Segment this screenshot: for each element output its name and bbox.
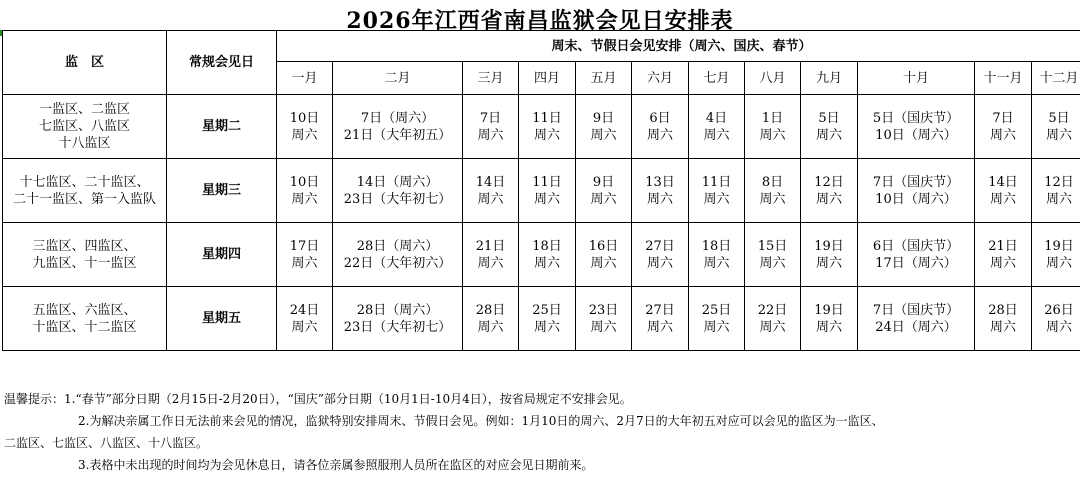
date-cell — [975, 287, 1032, 351]
date-line: 周六 — [703, 255, 730, 271]
date-cell — [975, 159, 1032, 223]
date-line: 5日（国庆节） — [872, 110, 960, 126]
date-cell — [745, 159, 801, 223]
date-line: 周六 — [703, 191, 730, 207]
date-cell — [576, 223, 632, 287]
date-line: 28日 — [988, 302, 1018, 318]
date-line: 10日 — [289, 110, 320, 126]
district-cell — [3, 95, 167, 159]
date-line: 25日 — [532, 302, 562, 318]
date-line: 周六 — [759, 319, 786, 335]
date-line: 周六 — [646, 191, 673, 207]
date-line: 7日（国庆节） — [872, 302, 960, 318]
date-line: 周六 — [646, 319, 673, 335]
date-cell — [463, 223, 519, 287]
date-line: 27日 — [645, 302, 675, 318]
date-line: 24日 — [289, 302, 320, 318]
header-month: 六月 — [632, 62, 689, 95]
date-line: 周六 — [477, 255, 504, 271]
district-line: 九监区、十一监区 — [32, 255, 137, 271]
date-line: 周六 — [1046, 319, 1073, 335]
date-line: 周六 — [477, 191, 504, 207]
date-line: 周六 — [291, 191, 318, 207]
date-line: 19日 — [814, 238, 844, 254]
date-cell — [277, 95, 333, 159]
date-cell — [689, 159, 745, 223]
date-line: 12日 — [814, 174, 844, 190]
date-line: 27日 — [645, 238, 675, 254]
date-cell — [801, 223, 858, 287]
date-line: 17日（周六） — [875, 255, 957, 271]
date-cell — [463, 159, 519, 223]
date-line: 10日（周六） — [875, 191, 957, 207]
date-line: 16日 — [588, 238, 619, 254]
date-line: 21日 — [988, 238, 1018, 254]
date-line: 周六 — [1046, 127, 1073, 143]
table-row — [3, 159, 1080, 223]
header-regular-day: 常规会见日 — [167, 31, 277, 95]
date-cell — [463, 95, 519, 159]
date-cell — [333, 223, 463, 287]
note-line-2: 2.为解决亲属工作日无法前来会见的情况，监狱特别安排周末、节假日会见。例如：1月10日的周六、2月7日的大年初五对应可以会见的监区为一监区、 — [78, 414, 884, 428]
date-line: 5日 — [818, 110, 840, 126]
date-line: 21日 — [475, 238, 506, 254]
date-cell — [576, 287, 632, 351]
date-line: 28日 — [475, 302, 506, 318]
weekday-cell: 星期二 — [167, 95, 277, 159]
date-line: 18日 — [532, 238, 562, 254]
date-line: 7日 — [992, 110, 1014, 126]
page-title: 2026年江西省南昌监狱会见日安排表 — [346, 8, 734, 34]
header-month: 七月 — [689, 62, 745, 95]
district-cell — [3, 287, 167, 351]
date-line: 10日（周六） — [875, 127, 957, 143]
date-line: 11日 — [532, 110, 562, 126]
date-cell — [858, 95, 975, 159]
date-cell — [277, 287, 333, 351]
date-line: 周六 — [291, 319, 318, 335]
date-line: 周六 — [1046, 191, 1073, 207]
table-row — [3, 287, 1080, 351]
date-line: 周六 — [590, 255, 617, 271]
date-cell — [858, 223, 975, 287]
date-cell — [632, 159, 689, 223]
date-line: 13日 — [645, 174, 675, 190]
date-line: 22日（大年初六） — [343, 255, 452, 271]
date-line: 11日 — [701, 174, 732, 190]
header-month: 二月 — [333, 62, 463, 95]
date-line: 周六 — [989, 255, 1016, 271]
date-cell — [277, 159, 333, 223]
note-line-1: 温馨提示：1.“春节”部分日期（2月15日-2月20日），“国庆”部分日期（10月1日-10月4日），按省局规定不安排会见。 — [4, 392, 632, 406]
date-cell — [277, 223, 333, 287]
header-month: 五月 — [576, 62, 632, 95]
date-line: 25日 — [701, 302, 732, 318]
date-cell — [689, 223, 745, 287]
header-district: 监 区 — [3, 31, 167, 95]
date-cell — [576, 95, 632, 159]
date-cell — [975, 223, 1032, 287]
date-line: 21日（大年初五） — [343, 127, 452, 143]
date-cell — [1032, 95, 1080, 159]
date-line: 24日（周六） — [875, 319, 957, 335]
date-line: 7日（国庆节） — [872, 174, 960, 190]
date-cell — [745, 95, 801, 159]
date-cell — [333, 287, 463, 351]
date-line: 周六 — [533, 191, 560, 207]
date-line: 6日（国庆节） — [872, 238, 960, 254]
date-cell — [632, 223, 689, 287]
date-cell — [1032, 159, 1080, 223]
date-line: 周六 — [590, 127, 617, 143]
date-line: 周六 — [815, 127, 842, 143]
district-cell — [3, 159, 167, 223]
date-cell — [801, 287, 858, 351]
table-row — [3, 223, 1080, 287]
header-month: 八月 — [745, 62, 801, 95]
date-line: 周六 — [1046, 255, 1073, 271]
notes-section — [4, 388, 1074, 476]
date-line: 11日 — [532, 174, 562, 190]
schedule-table — [2, 30, 1080, 351]
date-line: 12日 — [1044, 174, 1074, 190]
header-month: 一月 — [277, 62, 333, 95]
date-cell — [632, 95, 689, 159]
date-line: 周六 — [989, 127, 1016, 143]
date-line: 周六 — [815, 319, 842, 335]
date-cell — [463, 287, 519, 351]
date-cell — [745, 287, 801, 351]
date-cell — [333, 159, 463, 223]
weekday-cell: 星期五 — [167, 287, 277, 351]
date-cell — [858, 287, 975, 351]
district-cell — [3, 223, 167, 287]
date-line: 22日 — [757, 302, 788, 318]
date-line: 8日 — [761, 174, 784, 190]
date-cell — [519, 159, 576, 223]
date-cell — [801, 159, 858, 223]
date-line: 周六 — [291, 255, 318, 271]
note-line-2-continued: 二监区、七监区、八监区、十八监区。 — [4, 436, 209, 450]
date-line: 23日（大年初七） — [343, 319, 452, 335]
date-cell — [801, 95, 858, 159]
header-month: 十月 — [858, 62, 975, 95]
date-line: 10日 — [289, 174, 320, 190]
date-line: 26日 — [1044, 302, 1074, 318]
date-line: 周六 — [703, 127, 730, 143]
date-line: 周六 — [477, 319, 504, 335]
header-month: 四月 — [519, 62, 576, 95]
weekday-cell: 星期三 — [167, 159, 277, 223]
date-cell — [1032, 287, 1080, 351]
date-line: 18日 — [701, 238, 732, 254]
header-weekend-span: 周末、节假日会见安排（周六、国庆、春节） — [277, 31, 1080, 62]
header-month: 三月 — [463, 62, 519, 95]
date-line: 6日 — [649, 110, 671, 126]
date-line: 周六 — [989, 191, 1016, 207]
date-line: 周六 — [477, 127, 504, 143]
date-line: 周六 — [590, 319, 617, 335]
district-line: 二十一监区、第一入监队 — [12, 191, 156, 207]
date-line: 1日 — [761, 110, 784, 126]
date-line: 周六 — [759, 127, 786, 143]
date-line: 周六 — [646, 255, 673, 271]
header-month: 十一月 — [975, 62, 1032, 95]
date-line: 周六 — [646, 127, 673, 143]
date-line: 周六 — [759, 255, 786, 271]
date-line: 周六 — [989, 319, 1016, 335]
date-line: 周六 — [703, 319, 730, 335]
date-line: 周六 — [291, 127, 318, 143]
date-line: 19日 — [1044, 238, 1074, 254]
date-line: 周六 — [815, 191, 842, 207]
date-line: 7日 — [479, 110, 502, 126]
date-cell — [745, 223, 801, 287]
date-cell — [858, 159, 975, 223]
date-cell — [632, 287, 689, 351]
header-month: 十二月 — [1032, 62, 1080, 95]
date-line: 23日 — [588, 302, 619, 318]
date-line: 周六 — [590, 191, 617, 207]
date-line: 15日 — [757, 238, 788, 254]
note-line-3: 3.表格中未出现的时间均为会见休息日，请各位亲属参照服刑人员所在监区的对应会见日期前来。 — [78, 458, 594, 472]
date-line: 14日 — [988, 174, 1018, 190]
table-row — [3, 95, 1080, 159]
date-line: 周六 — [759, 191, 786, 207]
date-line: 19日 — [814, 302, 844, 318]
date-line: 23日（大年初七） — [343, 191, 452, 207]
weekday-cell: 星期四 — [167, 223, 277, 287]
district-line: 十监区、十二监区 — [32, 319, 137, 335]
date-cell — [333, 95, 463, 159]
date-cell — [689, 95, 745, 159]
date-line: 28日（周六） — [356, 238, 439, 254]
date-line: 周六 — [815, 255, 842, 271]
date-line: 7日（周六） — [360, 110, 435, 126]
date-cell — [519, 95, 576, 159]
date-cell — [975, 95, 1032, 159]
date-line: 9日 — [592, 110, 615, 126]
date-cell — [689, 287, 745, 351]
date-cell — [519, 223, 576, 287]
date-line: 周六 — [533, 127, 560, 143]
date-line: 5日 — [1048, 110, 1070, 126]
district-line: 五监区、六监区、 — [32, 302, 137, 318]
date-cell — [576, 159, 632, 223]
date-line: 14日 — [475, 174, 506, 190]
date-line: 周六 — [533, 255, 560, 271]
date-line: 4日 — [705, 110, 728, 126]
date-line: 17日 — [289, 238, 320, 254]
district-line: 三监区、四监区、 — [32, 238, 137, 254]
date-cell — [519, 287, 576, 351]
date-cell — [1032, 223, 1080, 287]
date-line: 周六 — [533, 319, 560, 335]
date-line: 9日 — [592, 174, 615, 190]
district-line: 十七监区、二十监区、 — [19, 174, 150, 190]
district-line: 一监区、二监区 — [38, 102, 130, 117]
date-line: 28日（周六） — [356, 302, 439, 318]
district-line: 十八监区 — [58, 136, 111, 151]
header-month: 九月 — [801, 62, 858, 95]
district-line: 七监区、八监区 — [38, 119, 130, 134]
date-line: 14日（周六） — [356, 174, 439, 190]
